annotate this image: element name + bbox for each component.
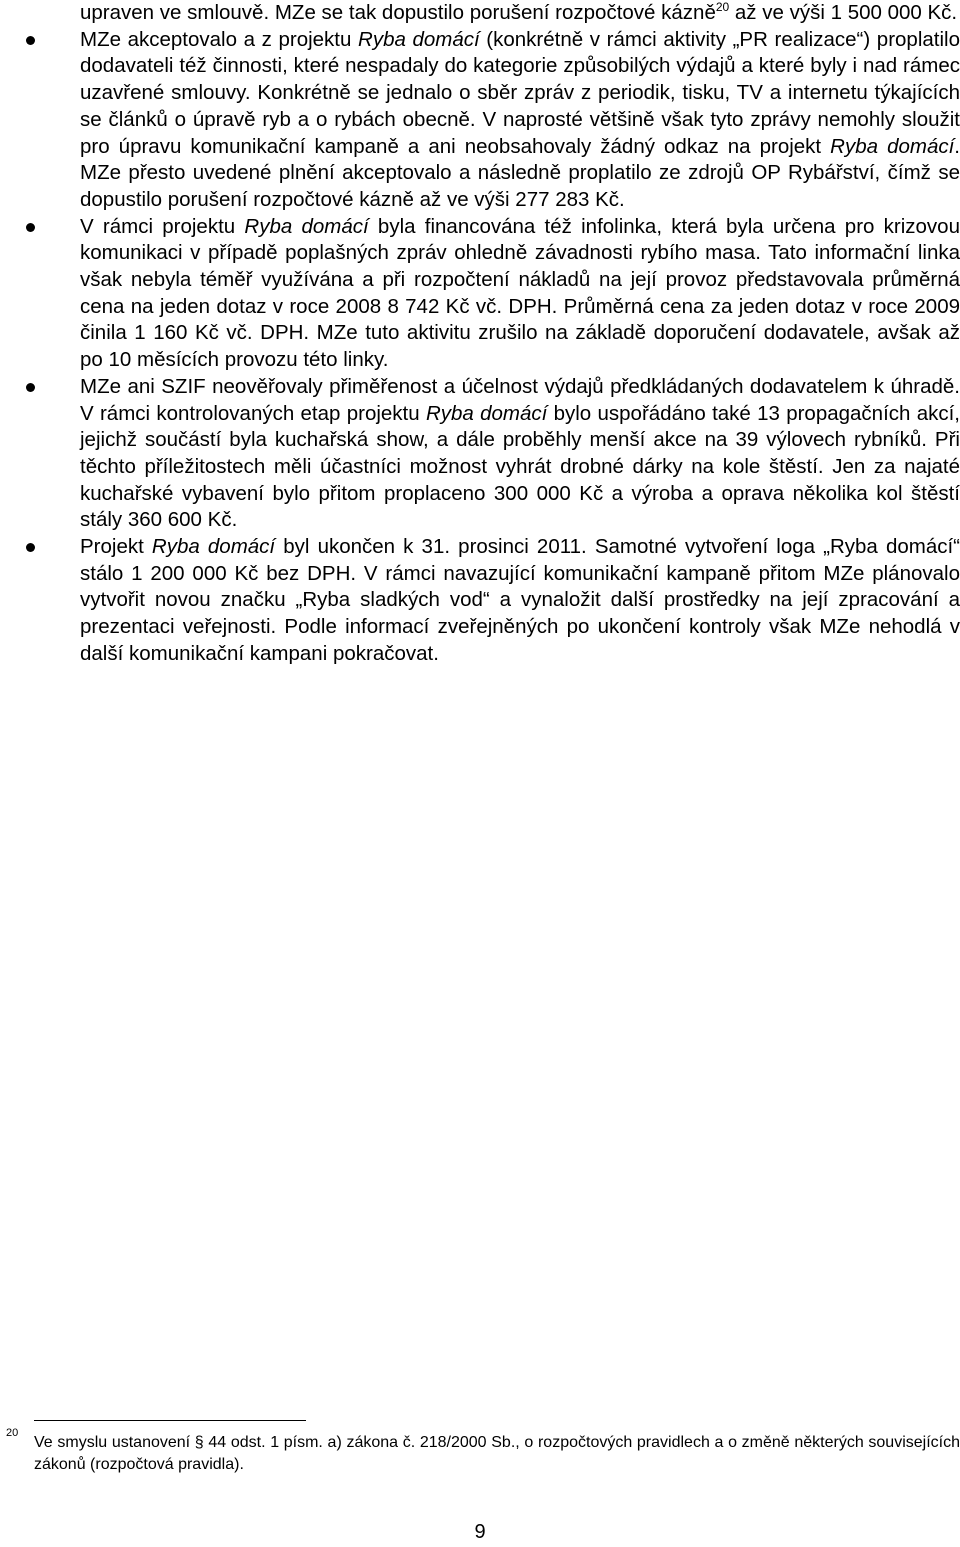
bullet-italic-text: Ryba domácí [425,401,548,425]
bullet-item [80,374,960,534]
paragraph-text: upraven ve smlouvě. MZe se tak dopustilo porušení rozpočtové kázně [80,1,716,24]
bullet-text: byl ukončen k 31. prosinci 2011. Samotné vytvoření loga „Ryba domácí“ stálo 1 200 000 Kč bez DPH. V rámci navazující komunikační kampaně přitom MZe plánovalo vytvořit novou značku „Ryba sladkých vod“ a vynaložit další prostředky na její zpracování a prezentaci veřejnosti. Podle informací zveřejněných po ukončení kontroly však MZe nehodlá v další komunikační kampani pokračovat. [80,535,960,665]
bullet-italic-text: Ryba domácí [358,27,480,51]
page-number: 9 [474,1521,486,1543]
body-text [80,0,960,668]
bullet-item [80,534,960,668]
footnote [6,1427,960,1476]
paragraph-top [80,0,960,27]
bullet-text: byla financována též infolinka, která byla určena pro krizovou komunikaci v případě poplašných zpráv ohledně závadnosti rybího masa. Tato informační linka však nebyla téměř využívána a při rozpočtení nákladů na její provoz představovala průměrná cena na jeden dotaz v roce 2008 8 742 Kč vč. DPH. Průměrná cena za jeden dotaz v roce 2009 činila 1 160 Kč vč. DPH. MZe tuto aktivitu zrušilo na základě doporučení dodavatele, avšak až po 10 měsících provozu této linky. [80,214,960,372]
bullet-dot-icon [26,543,35,552]
bullet-text: . MZe přesto uvedené plnění akceptovalo a následně proplatilo ze zdrojů OP Rybářství, čímž se dopustilo porušení rozpočtové kázně až ve výši 277 283 Kč. [80,134,960,211]
bullet-italic-text: Ryba domácí [151,535,276,559]
footnote-separator [34,1420,306,1421]
bullet-dot-icon [26,36,35,45]
bullet-italic-text: Ryba domácí [244,214,369,238]
bullet-text: MZe akceptovalo a z projektu [80,27,359,51]
footnote-number: 20 [6,1427,19,1439]
bullet-text: V rámci projektu [80,214,245,238]
bullet-dot-icon [26,383,35,392]
bullet-text: Projekt [80,535,152,559]
bullet-text: (konkrétně v rámci aktivity „PR realizace“) proplatilo dodavateli též činnosti, které nespadaly do kategorie způsobilých výdajů a které byly i nad rámec uzavřené smlouvy. Konkrétně se jednalo o sběr zpráv z periodik, tisku, TV a internetu týkajících se článků o úpravě ryb a o rybách obecně. V naprosté většině však tyto zprávy nemohly sloužit pro úpravu komunikační kampaně a ani neobsahovaly žádný odkaz na projekt [80,27,960,158]
bullet-text: MZe ani SZIF neověřovaly přiměřenost a účelnost výdajů předkládaných dodavatelem k úhradě. V rámci kontrolovaných etap projektu [80,374,960,425]
paragraph-text-after: až ve výši 1 500 000 Kč. [729,1,958,24]
footnote-reference: 20 [715,0,730,15]
footnote-text: Ve smyslu ustanovení § 44 odst. 1 písm. a) zákona č. 218/2000 Sb., o rozpočtových pravidlech a o změně některých souvisejících zákonů (rozpočtová pravidla). [34,1434,960,1473]
bullet-item [80,214,960,374]
bullet-text: bylo uspořádáno také 13 propagačních akcí, jejichž součástí byla kuchařská show, a dále proběhly menší akce na 39 výlovech rybníků. Při těchto příležitostech měli účastníci možnost vyhrát drobné dárky na kole štěstí. Jen za najaté kuchařské vybavení bylo přitom proplaceno 300 000 Kč a výroba a oprava několika kol štěstí stály 360 600 Kč. [80,401,960,532]
bullet-dot-icon [26,223,35,232]
bullet-item [80,27,960,214]
bullet-italic-text: Ryba domácí [830,134,955,158]
